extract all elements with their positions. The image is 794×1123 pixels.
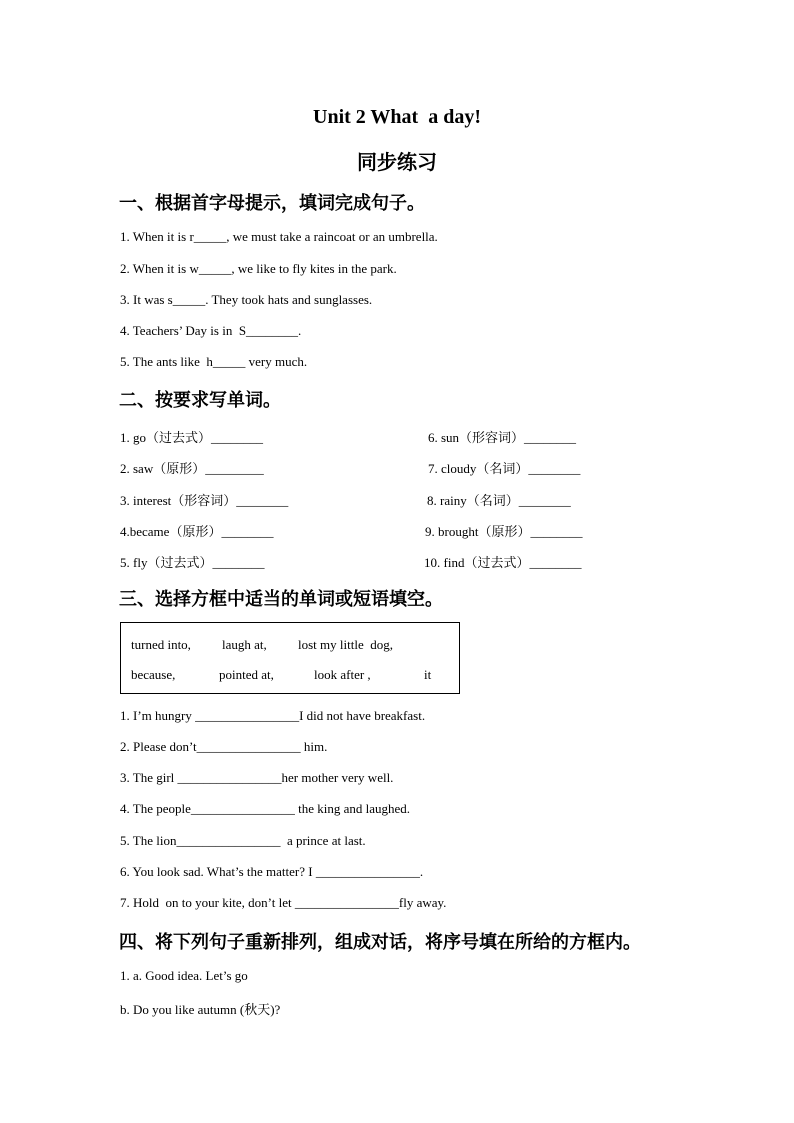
section1-item-2: 2. When it is w_____, we like to fly kites in the park. [120, 261, 397, 276]
section1-heading: 一、根据首字母提示，填词完成句子。 [119, 193, 425, 213]
section3-item-1: 1. I’m hungry ________________I did not have breakfast. [120, 708, 426, 723]
section2-left-5: 5. fly（过去式）________ [120, 555, 265, 570]
section4-item-1: 1. a. Good idea. Let’s go [120, 968, 248, 983]
section3-item-4: 4. The people________________ the king and laughed. [120, 801, 411, 816]
section2-right-7: 7. cloudy（名词）________ [428, 461, 581, 476]
section1-item-3: 3. It was s_____. They took hats and sunglasses. [120, 292, 373, 307]
section3-item-5: 5. The lion________________ a prince at last. [120, 833, 366, 848]
section3-item-3: 3. The girl ________________her mother very well. [120, 770, 394, 785]
word-bank-option: pointed at, [219, 667, 274, 682]
page-subtitle: 同步练习 [357, 152, 437, 174]
section2-right-6: 6. sun（形容词）________ [428, 430, 577, 445]
section1-item-5: 5. The ants like h_____ very much. [120, 354, 308, 369]
word-bank-option: it [424, 667, 432, 682]
section3-item-2: 2. Please don’t________________ him. [120, 739, 328, 754]
page-title: Unit 2 What a day! [313, 106, 481, 128]
word-bank-box [120, 622, 460, 694]
section2-heading: 二、按要求写单词。 [119, 390, 281, 410]
section3-item-7: 7. Hold on to your kite, don’t let ________________fly away. [120, 895, 447, 910]
word-bank-option: laugh at, [222, 637, 267, 652]
section2-right-8: 8. rainy（名词）________ [427, 493, 571, 508]
section3-item-6: 6. You look sad. What’s the matter? I ________________. [120, 864, 424, 879]
word-bank-option: because, [131, 667, 176, 682]
section2-right-10: 10. find（过去式）________ [424, 555, 582, 570]
word-bank-option: turned into, [131, 637, 191, 652]
section3-heading: 三、选择方框中适当的单词或短语填空。 [119, 589, 443, 609]
section1-item-1: 1. When it is r_____, we must take a raincoat or an umbrella. [120, 229, 438, 244]
section4-heading: 四、将下列句子重新排列，组成对话，将序号填在所给的方框内。 [119, 932, 641, 952]
section2-left-3: 3. interest（形容词）________ [120, 493, 289, 508]
section2-left-4: 4.became（原形）________ [120, 524, 274, 539]
section4-item-2: b. Do you like autumn (秋天)? [120, 1002, 281, 1017]
section2-right-9: 9. brought（原形）________ [425, 524, 583, 539]
section1-item-4: 4. Teachers’ Day is in S________. [120, 323, 302, 338]
section2-left-2: 2. saw（原形）_________ [120, 461, 264, 476]
section2-left-1: 1. go（过去式）________ [120, 430, 264, 445]
word-bank-option: lost my little dog, [298, 637, 393, 652]
word-bank-option: look after , [314, 667, 371, 682]
